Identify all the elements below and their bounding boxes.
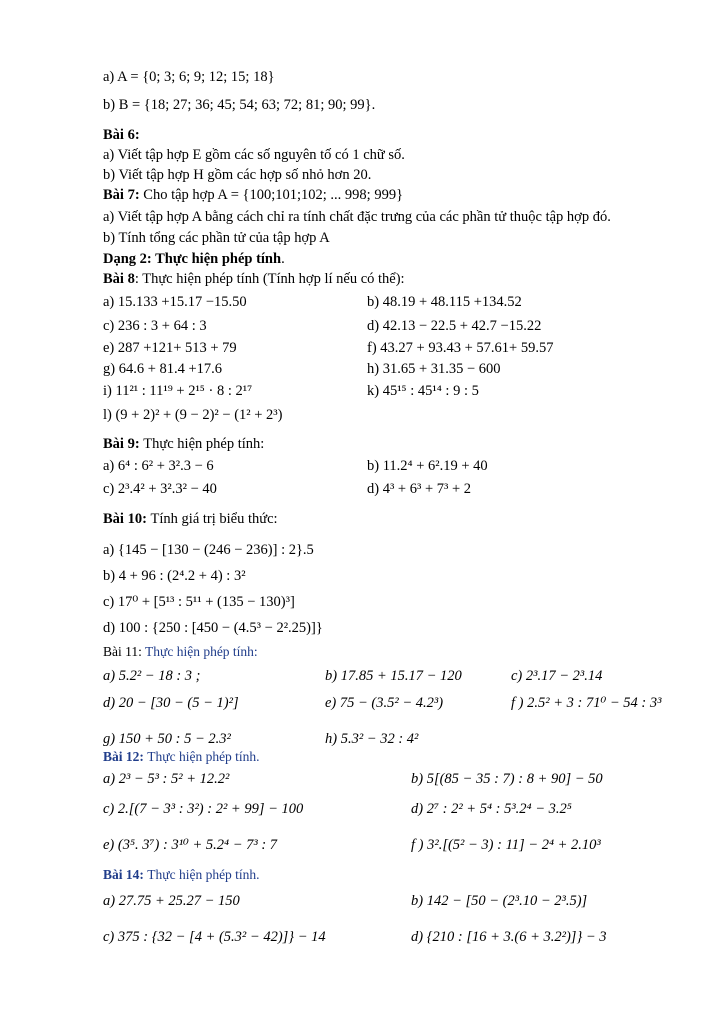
line-text: c) 236 : 3 + 64 : 3 (103, 318, 207, 334)
line-text: k) 45¹⁵ : 45¹⁴ : 9 : 5 (367, 383, 479, 399)
text-line (103, 339, 237, 357)
line-text: a) 5.2² − 18 : 3 ; (103, 668, 201, 684)
line-text: a) 2³ − 5³ : 5² + 12.2² (103, 771, 230, 787)
exercise-label: Bài 14: (103, 867, 148, 882)
text-line (411, 836, 601, 854)
text-line (367, 293, 522, 311)
text-line (103, 146, 405, 164)
line-text: c) 2³.17 − 2³.14 (511, 668, 603, 684)
line-text: d) 2⁷ : 2² + 5⁴ : 5³.2⁴ − 3.2⁵ (411, 801, 572, 817)
line-text: b) Tính tổng các phần tử của tập hợp A (103, 230, 330, 246)
text-line (103, 541, 314, 559)
text-line (103, 619, 323, 637)
text-line (103, 208, 611, 226)
text-line (103, 435, 264, 453)
line-text: b) 17.85 + 15.17 − 120 (325, 668, 462, 684)
line-text: d) 100 : {250 : [450 − (4.5³ − 2².25)]} (103, 620, 323, 636)
text-line (411, 928, 607, 946)
line-text: l) (9 + 2)² + (9 − 2)² − (1² + 2³) (103, 407, 283, 423)
text-line (367, 317, 541, 335)
line-text: h) 31.65 + 31.35 − 600 (367, 361, 501, 377)
line-text: d) 20 − [30 − (5 − 1)²] (103, 695, 239, 711)
line-text: f ) 3².[(5² − 3) : 11] − 2⁴ + 2.10³ (411, 837, 601, 853)
text-line (103, 567, 246, 585)
exercise-label: Bài 12: (103, 749, 148, 764)
line-text: c) 17⁰ + [5¹³ : 5¹¹ + (135 − 130)³] (103, 594, 295, 610)
text-line (103, 800, 303, 818)
line-tail: . (281, 251, 285, 267)
line-text: Cho tập hợp A = {100;101;102; ... 998; 999} (143, 187, 404, 203)
text-line (103, 382, 252, 400)
line-text: a) 6⁴ : 6² + 3².3 − 6 (103, 458, 214, 474)
text-line (103, 748, 260, 766)
line-text: a) 27.75 + 25.27 − 150 (103, 893, 240, 909)
line-text: Thực hiện phép tính: (145, 644, 258, 659)
text-line (511, 667, 602, 685)
line-text: Thực hiện phép tính. (147, 867, 260, 882)
text-line (103, 270, 405, 288)
line-text: d) {210 : [16 + 3.(6 + 3.2²)]} − 3 (411, 929, 607, 945)
text-line (103, 694, 239, 712)
line-text: f ) 2.5² + 3 : 71⁰ − 54 : 3³ (511, 695, 662, 711)
line-text: f) 43.27 + 93.43 + 57.61+ 59.57 (367, 340, 554, 356)
text-line (367, 480, 471, 498)
text-line (103, 166, 371, 184)
text-line (103, 730, 231, 748)
line-text: c) 2.[(7 − 3³ : 3²) : 2² + 99] − 100 (103, 801, 304, 817)
line-text: d) 4³ + 6³ + 7³ + 2 (367, 481, 472, 497)
line-text: g) 64.6 + 81.4 +17.6 (103, 361, 223, 377)
text-line (103, 593, 295, 611)
line-text: e) (3⁵. 3⁷) : 3¹⁰ + 5.2⁴ − 7³ : 7 (103, 837, 278, 853)
exercise-label: Bài 8 (103, 271, 135, 287)
line-text: b) 11.2⁴ + 6².19 + 40 (367, 458, 488, 474)
text-line (103, 250, 285, 268)
line-text: g) 150 + 50 : 5 − 2.3² (103, 731, 231, 747)
exercise-label: Bài 9: (103, 436, 144, 452)
line-text: c) 2³.4² + 3².3² − 40 (103, 481, 217, 497)
text-line (411, 892, 587, 910)
line-text: a) Viết tập hợp E gồm các số nguyên tố có 1 chữ số. (103, 147, 405, 163)
text-line (103, 293, 247, 311)
text-line (325, 667, 462, 685)
text-line (103, 229, 330, 247)
text-line (103, 68, 275, 86)
text-line (103, 643, 258, 661)
line-text: a) 15.133 +15.17 −15.50 (103, 294, 247, 310)
line-text: Bài 6: (103, 127, 140, 143)
text-line (367, 457, 488, 475)
line-text: e) 75 − (3.5² − 4.2³) (325, 695, 444, 711)
line-text: a) A = {0; 3; 6; 9; 12; 15; 18} (103, 69, 275, 85)
line-text: i) 11²¹ : 11¹⁹ + 2¹⁵ · 8 : 2¹⁷ (103, 383, 253, 399)
text-line (325, 694, 443, 712)
line-text: Tính giá trị biểu thức: (150, 511, 278, 527)
text-line (103, 510, 278, 528)
line-text: b) B = {18; 27; 36; 45; 54; 63; 72; 81; 90; 99}. (103, 97, 376, 113)
text-line (103, 360, 222, 378)
exercise-label: Bài 10: (103, 511, 151, 527)
text-line (103, 480, 217, 498)
line-text: b) 4 + 96 : (2⁴.2 + 4) : 3² (103, 568, 246, 584)
line-text: h) 5.3² − 32 : 4² (325, 731, 419, 747)
line-text: a) {145 − [130 − (246 − 236)] : 2}.5 (103, 542, 314, 558)
line-text: c) 375 : {32 − [4 + (5.3² − 42)]} − 14 (103, 929, 326, 945)
line-text: e) 287 +121+ 513 + 79 (103, 340, 237, 356)
line-text: b) Viết tập hợp H gồm các hợp số nhỏ hơn 20. (103, 167, 372, 183)
exercise-label: Bài 7: (103, 187, 144, 203)
text-line (103, 406, 282, 424)
text-line (411, 770, 603, 788)
line-text: Dạng 2: Thực hiện phép tính (103, 251, 282, 267)
line-text: Thực hiện phép tính: (143, 436, 265, 452)
text-line (511, 694, 661, 712)
line-text: b) 142 − [50 − (2³.10 − 2³.5)] (411, 893, 588, 909)
text-line (103, 892, 240, 910)
text-line (103, 667, 201, 685)
text-line (367, 339, 553, 357)
text-line (103, 317, 207, 335)
text-line (103, 770, 229, 788)
line-text: a) Viết tập hợp A bằng cách chỉ ra tính chất đặc trưng của các phần tử thuộc tập hợp đó. (103, 209, 611, 225)
text-line (411, 800, 572, 818)
text-line (367, 360, 501, 378)
text-line (103, 836, 277, 854)
text-line (367, 382, 479, 400)
line-text: : Thực hiện phép tính (Tính hợp lí nếu có thể): (134, 271, 405, 287)
text-line (103, 457, 214, 475)
line-text: Thực hiện phép tính. (147, 749, 260, 764)
text-line (103, 866, 260, 884)
exercise-label: Bài 11: (103, 644, 146, 659)
text-line (103, 96, 375, 114)
text-line (103, 186, 403, 204)
text-line (325, 730, 418, 748)
text-line (103, 126, 140, 144)
text-line (103, 928, 326, 946)
line-text: b) 5[(85 − 35 : 7) : 8 + 90] − 50 (411, 771, 603, 787)
line-text: d) 42.13 − 22.5 + 42.7 −15.22 (367, 318, 542, 334)
line-text: b) 48.19 + 48.115 +134.52 (367, 294, 522, 310)
